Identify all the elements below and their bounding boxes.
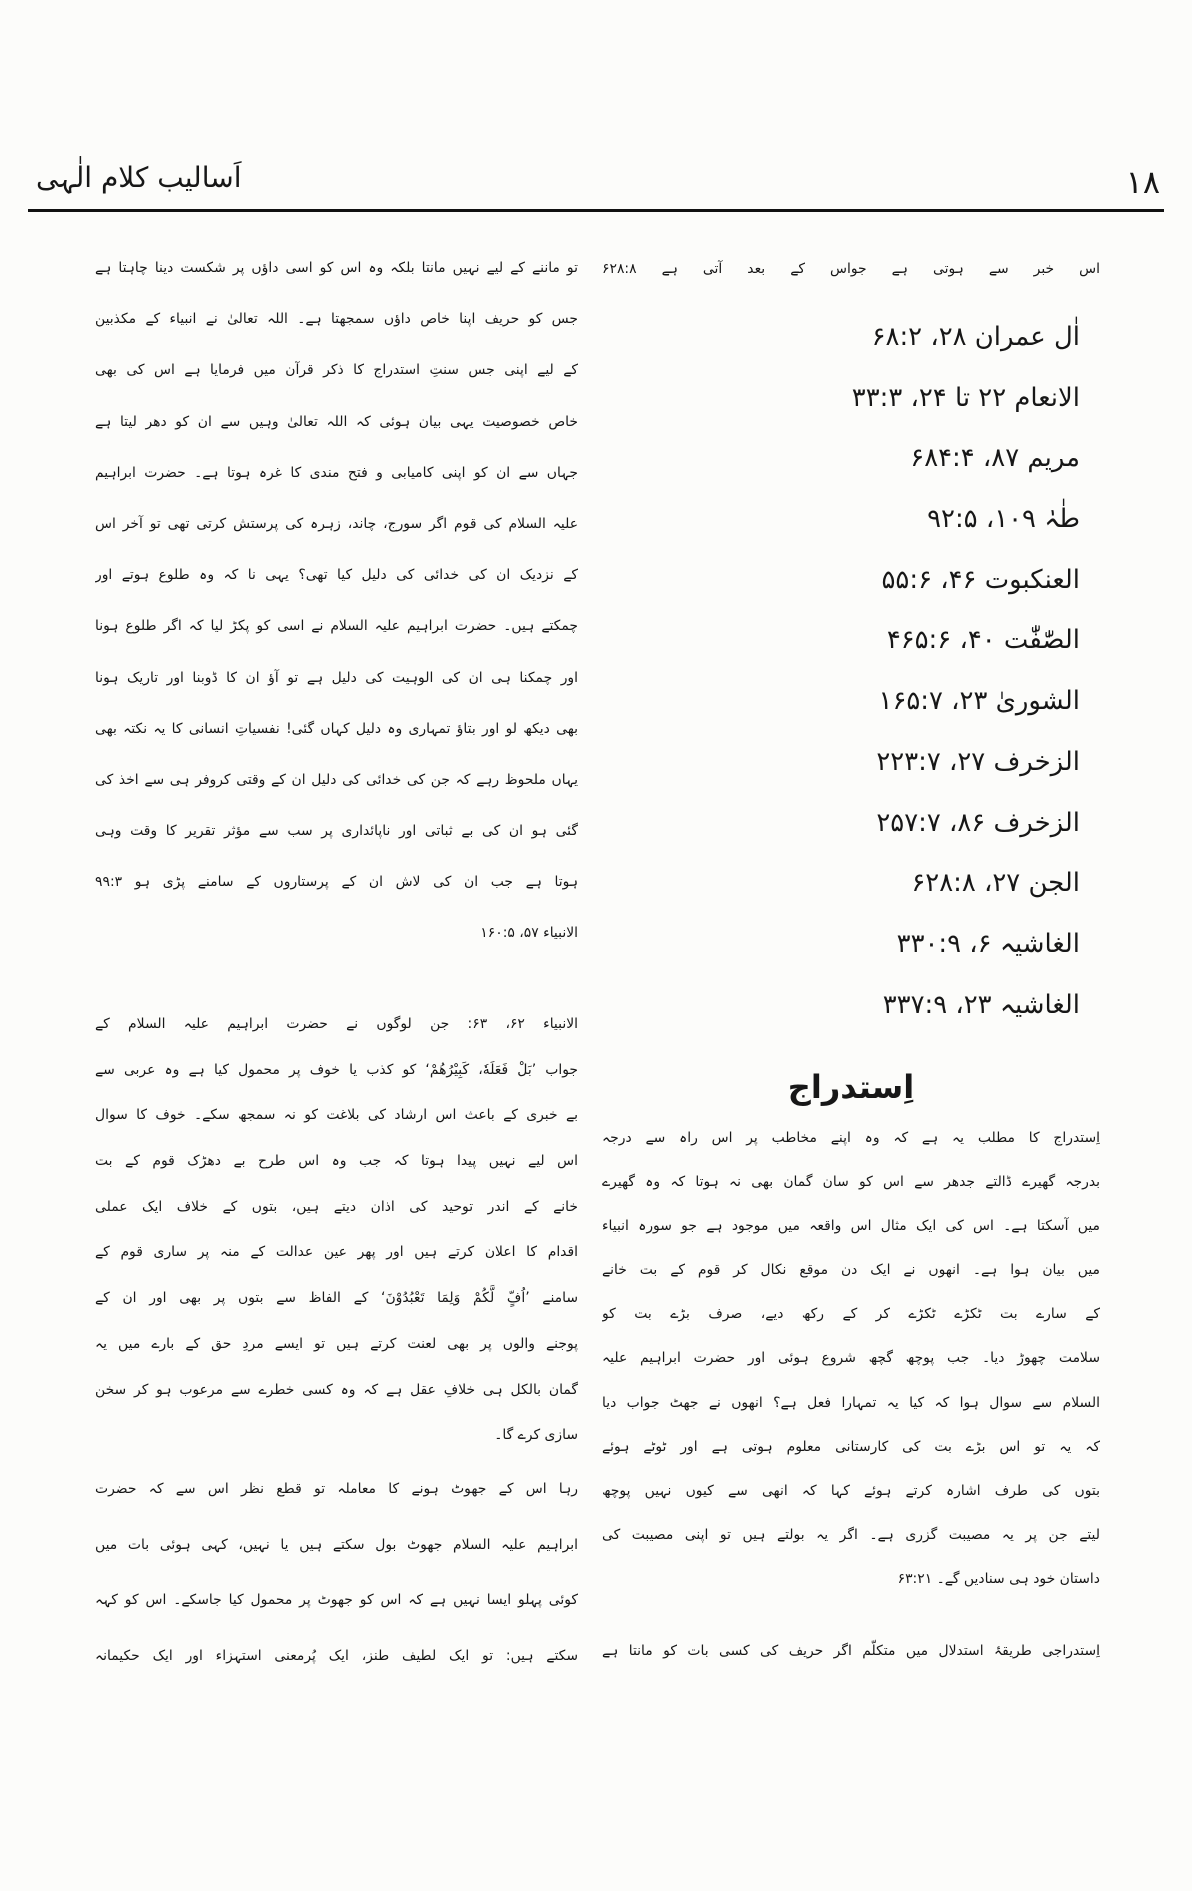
paragraph-line: الانبیاء ۵۷، ۱۶۰:۵ [480,925,578,942]
paragraph-line: میں بیان ہوا ہے۔ انھوں نے ایک دن موقع نکال کر قوم کے بت خانے [602,1262,1100,1279]
right-column-closing [602,1627,1100,1675]
reference-line: الغاشیہ ۲۳، ۳۳۷:۹ [882,989,1080,1020]
left-column-paragraph-2 [95,1002,578,1459]
paragraph-line: کوئی پہلو ایسا نہیں ہے کہ اس کو جھوٹ پر محمول کیا جاسکے۔ اس کو کہہ [95,1592,578,1609]
reference-line: الزخرف ۸۶، ۲۵۷:۷ [876,807,1080,838]
reference-line: طٰہٰ ۱۰۹، ۹۲:۵ [927,504,1080,535]
paragraph-line: ہوتا ہے جب ان کی لاش ان کے پرستاروں کے سامنے پڑی ہو ۹۹:۳ [95,874,578,891]
paragraph-line: جہاں سے ان کو اپنی کامیابی و فتح مندی کا غرہ ہوتا ہے۔ حضرت ابراہیم [95,464,578,481]
reference-line: اٰل عمران ۲۸، ۶۸:۲ [871,322,1080,352]
paragraph-line: السلام سے سوال ہوا کہ کیا یہ تمہارا فعل ہے؟ انھوں نے جھٹ جواب دیا [602,1394,1100,1411]
paragraph-line: علیہ السلام کی قوم اگر سورج، چاند، زہرہ کی پرستش کرتی تھی تو آخر اس [95,515,578,532]
paragraph-line: الانبیاء ۶۲، ۶۳: جن لوگوں نے حضرت ابراہیم علیہ السلام کے [95,1016,578,1032]
reference-line: الجن ۲۷، ۶۲۸:۸ [911,868,1080,899]
paragraph-line: داستان خود ہی سنادیں گے۔ ۶۳:۲۱ [897,1570,1100,1587]
reference-line: الصّٰفّٰت ۴۰، ۴۶۵:۶ [886,625,1080,656]
reference-line: الانعام ۲۲ تا ۲۴، ۳۳:۳ [851,382,1080,413]
header-rule [28,209,1164,212]
reference-line: الغاشیہ ۶، ۳۳۰:۹ [896,928,1080,959]
reference-line: الزخرف ۲۷، ۲۲۳:۷ [876,746,1080,777]
paragraph-line: تو ماننے کے لیے نہیں مانتا بلکہ وہ اس کو اسی داؤں پر شکست دینا چاہتا ہے [95,260,578,276]
paragraph-line: سلامت چھوڑ دیا۔ جب پوچھ گچھ شروع ہوئی اور حضرت ابراہیم علیہ [602,1350,1100,1367]
paragraph-line: ابراہیم علیہ السلام جھوٹ بول سکتے ہیں یا نہیں، کہی ہوئی بات میں [95,1536,578,1553]
paragraph-line: لیتے جن پر یہ مصیبت گزری ہے۔ اگر یہ بولتے ہیں تو اپنی مصیبت کی [602,1526,1100,1543]
page-number: ۱۸ [1125,163,1160,201]
paragraph-line: خانے کے اندر توحید کی اذان دیتے ہیں، بتوں کے خلاف ایک عملی [95,1198,578,1215]
paragraph-line: اِستدراج کا مطلب یہ ہے کہ وہ اپنے مخاطب پر اس راہ سے درجہ [602,1130,1100,1146]
reference-line: الشوریٰ ۲۳، ۱۶۵:۷ [878,686,1080,717]
paragraph-line: بتوں کی طرف اشارہ کرتے ہوئے کہا کہ انھی سے کیوں نہیں پوچھ [602,1482,1100,1499]
reference-list [602,307,1080,1035]
section-heading-block [602,1062,1100,1112]
paragraph-line: خاص خصوصیت یہی بیان ہوئی کہ اللہ تعالیٰ وہیں سے ان کو دھر لیتا ہے [95,413,578,430]
paragraph-line: بدرجہ گھیرے ڈالتے جدھر سے اس کو سان گمان بھی نہ ہوتا کہ وہ گھیرے [602,1174,1100,1191]
paragraph-line: جواب ’بَلْ فَعَلَهٗ، كَبِيْرُهُمْ‘ کو کذب یا خوف پر محمول کیا ہے وہ عربی سے [95,1061,578,1078]
paragraph-line: کے نزدیک ان کی خدائی کی دلیل کیا تھی؟ یہی نا کہ وہ طلوع ہوتے اور [95,567,578,584]
paragraph-line: یہاں ملحوظ رہے کہ جن کی خدائی کی دلیل ان کے وقتی کروفر ہی سے اخذ کی [95,771,578,788]
paragraph-line: اور چمکنا ہی ان کی الوہیت کی دلیل ہے تو آؤ ان کا ڈوبنا اور تاریک ہونا [95,669,578,686]
paragraph-line: اقدام کا اعلان کرتے ہیں اور پھر عین عدالت کے منہ پر ساری قوم کے [95,1244,578,1261]
paragraph-line: کے سارے بت ٹکڑے ٹکڑے کر کے رکھ دیے، صرف بڑے بت کو [602,1306,1100,1323]
running-title: اَسالیب کلام الٰہی [36,161,242,194]
right-column-paragraph [602,1116,1100,1601]
paragraph-line: میں آسکتا ہے۔ اس کی ایک مثال اس واقعہ میں موجود ہے جو سورہ انبیاء [602,1218,1100,1235]
paragraph-line: سکتے ہیں: تو ایک لطیف طنز، ایک پُرمعنی استہزاء اور ایک حکیمانہ [95,1647,578,1664]
paragraph-line: پوجنے والوں پر بھی لعنت کرتے ہیں تو ایسے مردِ حق کے بارے میں یہ [95,1335,578,1352]
paragraph-line: گئی ہو ان کی بے ثباتی اور ناپائداری پر سب سے مؤثر تقریر کا وقت وہی [95,823,578,840]
paragraph-line: گمان بالکل ہی خلافِ عقل ہے کہ وہ کسی خطرے سے مرعوب ہو کر سخن [95,1381,578,1398]
left-column-paragraph-3 [95,1462,578,1684]
paragraph-line: بے خبری کے باعث اس ارشاد کی بلاغت کو نہ سمجھ سکے۔ خوف کا سوال [95,1107,578,1124]
left-column-paragraph-1 [95,243,578,960]
right-column-intro [602,244,1100,294]
paragraph-line: اِستدراجی طریقۂ استدلال میں متکلّم اگر حریف کی کسی بات کو مانتا ہے [602,1643,1100,1659]
reference-line: مریم ۸۷، ۶۸۴:۴ [910,443,1080,474]
paragraph-line: بھی دیکھ لو اور بتاؤ تمہاری وہ دلیل کہاں گئی! نفسیاتِ انسانی کا یہ نکتہ بھی [95,720,578,737]
paragraph-line: کے لیے اپنی جس سنتِ استدراج کا ذکر قرآن میں فرمایا ہے اس کی بھی [95,362,578,379]
paragraph-line: رہا اس کے جھوٹ ہونے کا معاملہ تو قطع نظر اس سے کہ حضرت [95,1481,578,1497]
paragraph-line: اس لیے نہیں پیدا ہوتا کہ جب وہ اس طرح بے دھڑک قوم کے بت [95,1153,578,1170]
paragraph-line: چمکتے ہیں۔ حضرت ابراہیم علیہ السلام نے اسی کو پکڑ لیا کہ اگر طلوع ہونا [95,618,578,635]
reference-line: العنکبوت ۴۶، ۵۵:۶ [881,564,1080,595]
paragraph-line: کہ یہ تو اس بڑے بت کی کارستانی معلوم ہوتی ہے اور ٹوٹے ہوئے [602,1438,1100,1455]
paragraph-line: اس خبر سے ہوتی ہے جواس کے بعد آتی ہے ۶۲۸:۸ [602,261,1100,277]
section-heading: اِستدراج [787,1068,915,1106]
paragraph-line: سامنے ’اُفٍّ لَّكُمْ وَلِمَا تَعْبُدُوْنَ‘ کے الفاظ سے بتوں پر بھی اور ان کے [95,1290,578,1307]
paragraph-line: سازی کرے گا۔ [494,1427,578,1444]
paragraph-line: جس کو حریف اپنا خاص داؤں سمجھتا ہے۔ اللہ تعالیٰ نے انبیاء کے مکذبین [95,311,578,328]
